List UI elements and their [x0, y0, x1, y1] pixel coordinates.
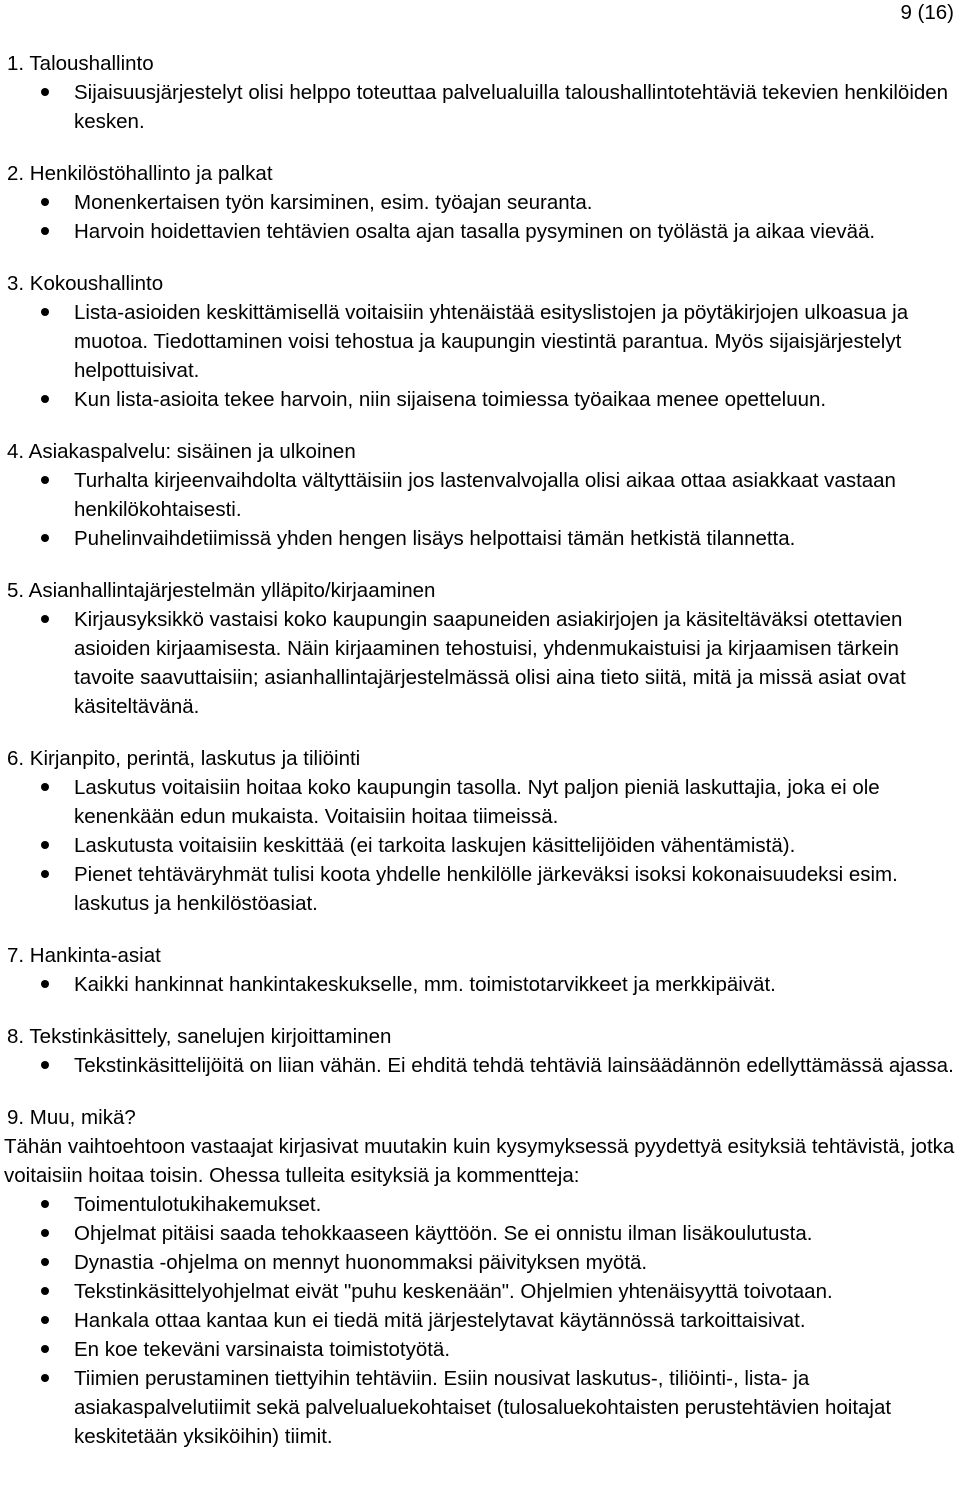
bullet-item: Tiimien perustaminen tiettyihin tehtäviin. Esiin nousivat laskutus-, tiliöinti-, lista- ja asiakaspalvelutiimit sekä palvelualuekohtaiset (tulosaluekohtaisten perustehtävien hoitajat keskitetään yksiköihin) tiimit.	[4, 1364, 956, 1451]
bullet-item: Lista-asioiden keskittämisellä voitaisiin yhtenäistää esityslistojen ja pöytäkirjojen ulkoasua ja muotoa. Tiedottaminen voisi tehostua ja kaupungin viestintä parantua. Myös sijaisjärjestelyt helpottuisivat.	[4, 298, 956, 385]
bullet-item: Puhelinvaihdetiimissä yhden hengen lisäys helpottaisi tämän hetkistä tilannetta.	[4, 524, 956, 553]
section-hankinta	[4, 941, 956, 999]
section-kirjanpito	[4, 744, 956, 918]
bullet-list	[4, 605, 956, 721]
bullet-item: Kaikki hankinnat hankintakeskukselle, mm. toimistotarvikkeet ja merkkipäivät.	[4, 970, 956, 999]
bullet-list	[4, 298, 956, 414]
bullet-list	[4, 78, 956, 136]
bullet-item: Ohjelmat pitäisi saada tehokkaaseen käyttöön. Se ei onnistu ilman lisäkoulutusta.	[4, 1219, 956, 1248]
section-heading: 9. Muu, mikä?	[7, 1106, 136, 1129]
bullet-item: Sijaisuusjärjestelyt olisi helppo toteuttaa palvelualuilla taloushallintotehtäviä tekevien henkilöiden kesken.	[4, 78, 956, 136]
bullet-item: Turhalta kirjeenvaihdolta vältyttäisiin jos lastenvalvojalla olisi aikaa ottaa asiakkaat vastaan henkilökohtaisesti.	[4, 466, 956, 524]
section-taloushallinto	[4, 49, 956, 136]
bullet-item: En koe tekeväni varsinaista toimistotyötä.	[4, 1335, 956, 1364]
section-asiakaspalvelu	[4, 437, 956, 553]
section-asianhallinta	[4, 576, 956, 721]
bullet-item: Kirjausyksikkö vastaisi koko kaupungin saapuneiden asiakirjojen ja käsiteltäväksi otettavien asioiden kirjaamisesta. Näin kirjaaminen tehostuisi, yhdenmukaistuisi ja kirjaamisen tärkein tavoite saavuttaisiin; asianhallintajärjestelmässä olisi aina tieto siitä, mitä ja missä asiat ovat käsiteltävänä.	[4, 605, 956, 721]
section-muu	[4, 1103, 956, 1451]
bullet-list	[4, 970, 956, 999]
section-intro-paragraph: Tähän vaihtoehtoon vastaajat kirjasivat muutakin kuin kysymyksessä pyydettyä esityksiä tehtävistä, jotka voitaisiin hoitaa toisin. Ohessa tulleita esityksiä ja kommentteja:	[4, 1135, 955, 1187]
section-heading: 3. Kokoushallinto	[7, 272, 164, 295]
bullet-item: Dynastia -ohjelma on mennyt huonommaksi päivityksen myötä.	[4, 1248, 956, 1277]
bullet-list	[4, 1051, 956, 1080]
section-tekstinkasittely	[4, 1022, 956, 1080]
section-heading: 2. Henkilöstöhallinto ja palkat	[7, 162, 273, 185]
bullet-item: Monenkertaisen työn karsiminen, esim. työajan seuranta.	[4, 188, 956, 217]
section-heading: 5. Asianhallintajärjestelmän ylläpito/kirjaaminen	[7, 579, 436, 602]
bullet-item: Tekstinkäsittelijöitä on liian vähän. Ei ehditä tehdä tehtäviä lainsäädännön edellyttämässä ajassa.	[4, 1051, 956, 1080]
bullet-list	[4, 466, 956, 553]
section-heading: 1. Taloushallinto	[7, 52, 154, 75]
bullet-item: Kun lista-asioita tekee harvoin, niin sijaisena toimiessa työaikaa menee opetteluun.	[4, 385, 956, 414]
section-heading: 8. Tekstinkäsittely, sanelujen kirjoittaminen	[7, 1025, 392, 1048]
bullet-item: Toimentulotukihakemukset.	[4, 1190, 956, 1219]
page-number: 9 (16)	[900, 1, 954, 24]
section-heading: 6. Kirjanpito, perintä, laskutus ja tiliöinti	[7, 747, 361, 770]
bullet-list	[4, 773, 956, 918]
bullet-list	[4, 188, 956, 246]
bullet-item: Laskutusta voitaisiin keskittää (ei tarkoita laskujen käsittelijöiden vähentämistä).	[4, 831, 956, 860]
bullet-item: Pienet tehtäväryhmät tulisi koota yhdelle henkilölle järkeväksi isoksi kokonaisuudeksi esim. laskutus ja henkilöstöasiat.	[4, 860, 956, 918]
section-heading: 4. Asiakaspalvelu: sisäinen ja ulkoinen	[7, 440, 356, 463]
bullet-item: Laskutus voitaisiin hoitaa koko kaupungin tasolla. Nyt paljon pieniä laskuttajia, joka ei ole kenenkään edun mukaista. Voitaisiin hoitaa tiimeissä.	[4, 773, 956, 831]
section-henkilostohallinto	[4, 159, 956, 246]
bullet-item: Hankala ottaa kantaa kun ei tiedä mitä järjestelytavat käytännössä tarkoittaisivat.	[4, 1306, 956, 1335]
section-kokoushallinto	[4, 269, 956, 414]
bullet-list	[4, 1190, 956, 1451]
bullet-item: Tekstinkäsittelyohjelmat eivät "puhu keskenään". Ohjelmien yhtenäisyyttä toivotaan.	[4, 1277, 956, 1306]
section-heading: 7. Hankinta-asiat	[7, 944, 161, 967]
document-body	[4, 49, 956, 1451]
bullet-item: Harvoin hoidettavien tehtävien osalta ajan tasalla pysyminen on työlästä ja aikaa vievää.	[4, 217, 956, 246]
